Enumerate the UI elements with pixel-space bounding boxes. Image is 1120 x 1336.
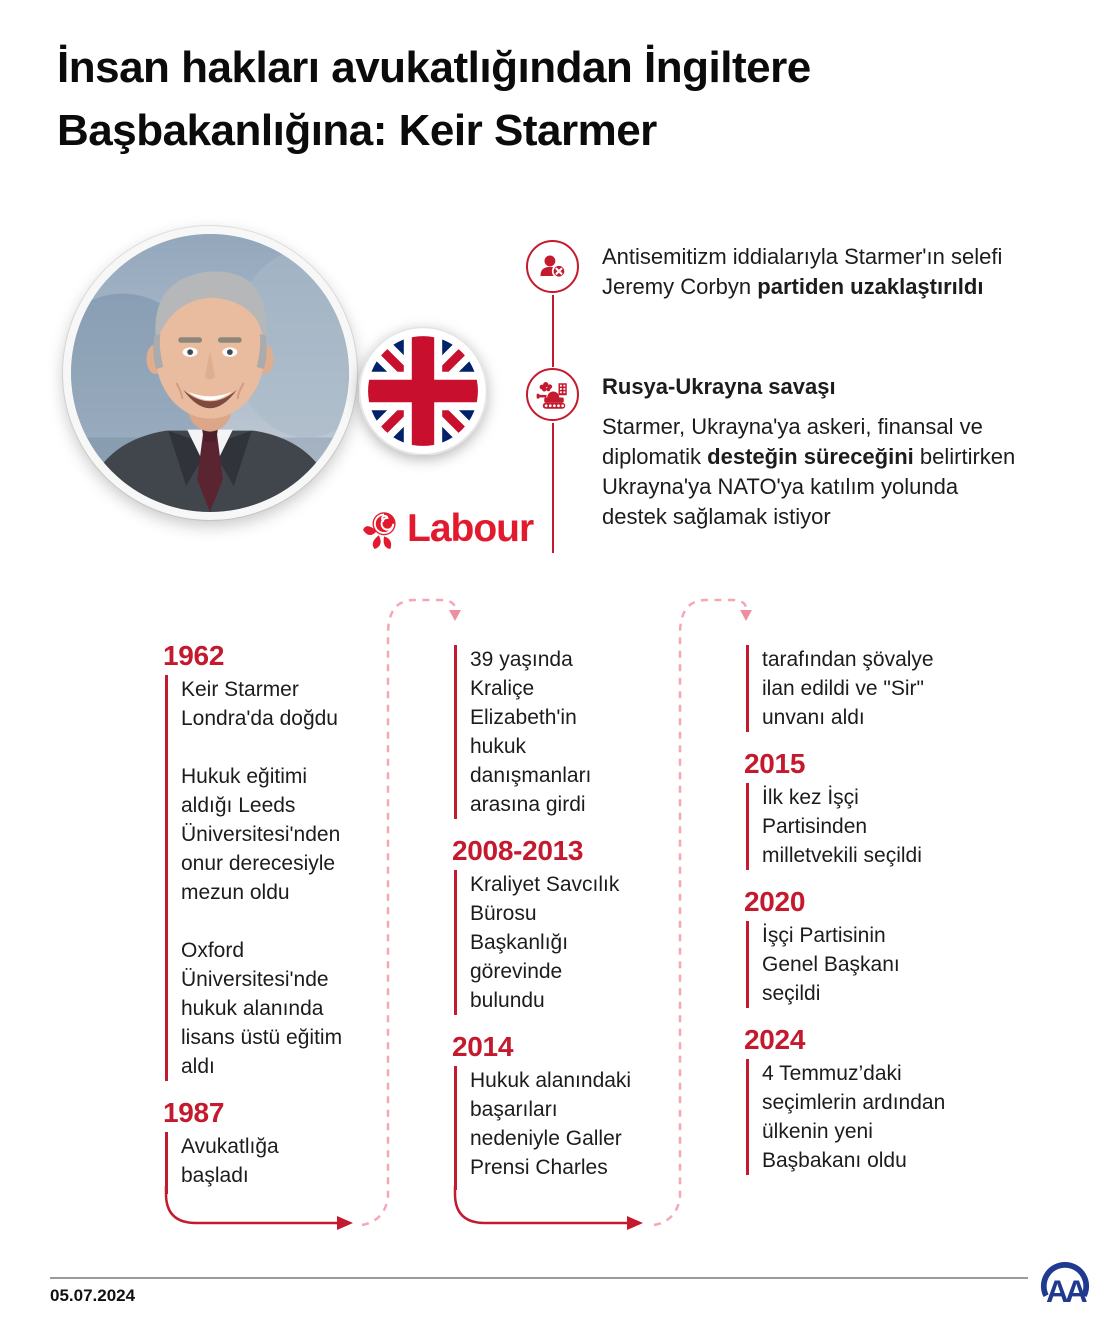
aa-logo bbox=[1036, 1256, 1094, 1309]
page-title-line2: Başbakanlığına: Keir Starmer bbox=[57, 106, 657, 155]
timeline-entry-text: Hukuk alanındaki başarıları nedeniyle Galler Prensi Charles bbox=[454, 1066, 652, 1190]
labour-logo bbox=[362, 508, 533, 550]
footer-date: 05.07.2024 bbox=[50, 1286, 136, 1305]
labour-rose-icon bbox=[362, 508, 404, 550]
timeline-entry-text: Kraliyet Savcılık Bürosu Başkanlığı görevinde bulundu bbox=[454, 870, 652, 1015]
fact-connector-line bbox=[552, 423, 555, 553]
tank-icon bbox=[536, 378, 569, 411]
aa-logo-letters: AA bbox=[1046, 1274, 1084, 1304]
fact-connector-line bbox=[552, 295, 555, 367]
arrow-icon bbox=[740, 610, 752, 621]
fact-icon-circle-1 bbox=[526, 240, 579, 293]
timeline-entry-text: İlk kez İşçi Partisinden milletvekili seçildi bbox=[746, 783, 984, 870]
portrait-photo bbox=[63, 226, 357, 520]
timeline-entry-text: 4 Temmuz’daki seçimlerin ardından ülkenin yeni Başbakanı oldu bbox=[746, 1059, 984, 1175]
timeline-year: 2015 bbox=[744, 748, 806, 779]
timeline-year: 2014 bbox=[452, 1031, 514, 1062]
uk-flag-icon bbox=[359, 327, 487, 455]
timeline-entry-text: İşçi Partisinin Genel Başkanı seçildi bbox=[746, 921, 984, 1008]
fact-icon-circle-2 bbox=[526, 368, 579, 421]
timeline-year: 2020 bbox=[744, 886, 806, 917]
timeline-year: 1962 bbox=[163, 640, 225, 671]
timeline-entry-text: Keir Starmer Londra'da doğdu Hukuk eğitimi aldığı Leeds Üniversitesi'nden onur derecesiyle mezun oldu Oxford Üniversitesi'nde hukuk alanında lisans üstü eğitim aldı bbox=[165, 675, 363, 1081]
timeline-year: 2024 bbox=[744, 1024, 806, 1055]
user-remove-icon bbox=[537, 251, 568, 282]
arrow-icon bbox=[627, 1216, 643, 1230]
timeline-year: 1987 bbox=[163, 1097, 225, 1128]
arrow-icon bbox=[337, 1216, 353, 1230]
dashed-connector-1 bbox=[362, 600, 455, 1225]
timeline-column-2 bbox=[452, 640, 652, 1190]
timeline-column-3 bbox=[744, 640, 984, 1175]
page-title-line1: İnsan hakları avukatlığından İngiltere bbox=[57, 43, 811, 92]
fact-text-ukraine: Starmer, Ukrayna'ya askeri, finansal ve diplomatik desteğin süreceğini belirtirken Ukrayna'ya NATO'ya katılım yolunda destek sağlamak istiyor bbox=[602, 414, 1016, 529]
timeline-column-1 bbox=[163, 640, 363, 1194]
dashed-connector-2 bbox=[654, 600, 746, 1225]
page-title bbox=[57, 36, 811, 162]
footer-divider bbox=[50, 1277, 1028, 1279]
timeline-year: 2008-2013 bbox=[452, 835, 584, 866]
timeline-curve-2 bbox=[455, 1186, 628, 1223]
arrow-icon bbox=[449, 610, 461, 621]
fact-text-corbyn: Antisemitizm iddialarıyla Starmer'ın selefi Jeremy Corbyn partiden uzaklaştırıldı bbox=[602, 244, 1003, 299]
timeline-entry-text: 39 yaşında Kraliçe Elizabeth'in hukuk danışmanları arasına girdi bbox=[454, 645, 652, 819]
timeline-entry-text: Avukatlığa başladı bbox=[165, 1132, 363, 1194]
labour-wordmark: Labour bbox=[407, 507, 534, 550]
portrait-illustration bbox=[71, 234, 349, 512]
fact-heading-ukraine: Rusya-Ukrayna savaşı bbox=[602, 374, 836, 399]
timeline-entry-text: tarafından şövalye ilan edildi ve "Sir" unvanı aldı bbox=[746, 645, 984, 732]
